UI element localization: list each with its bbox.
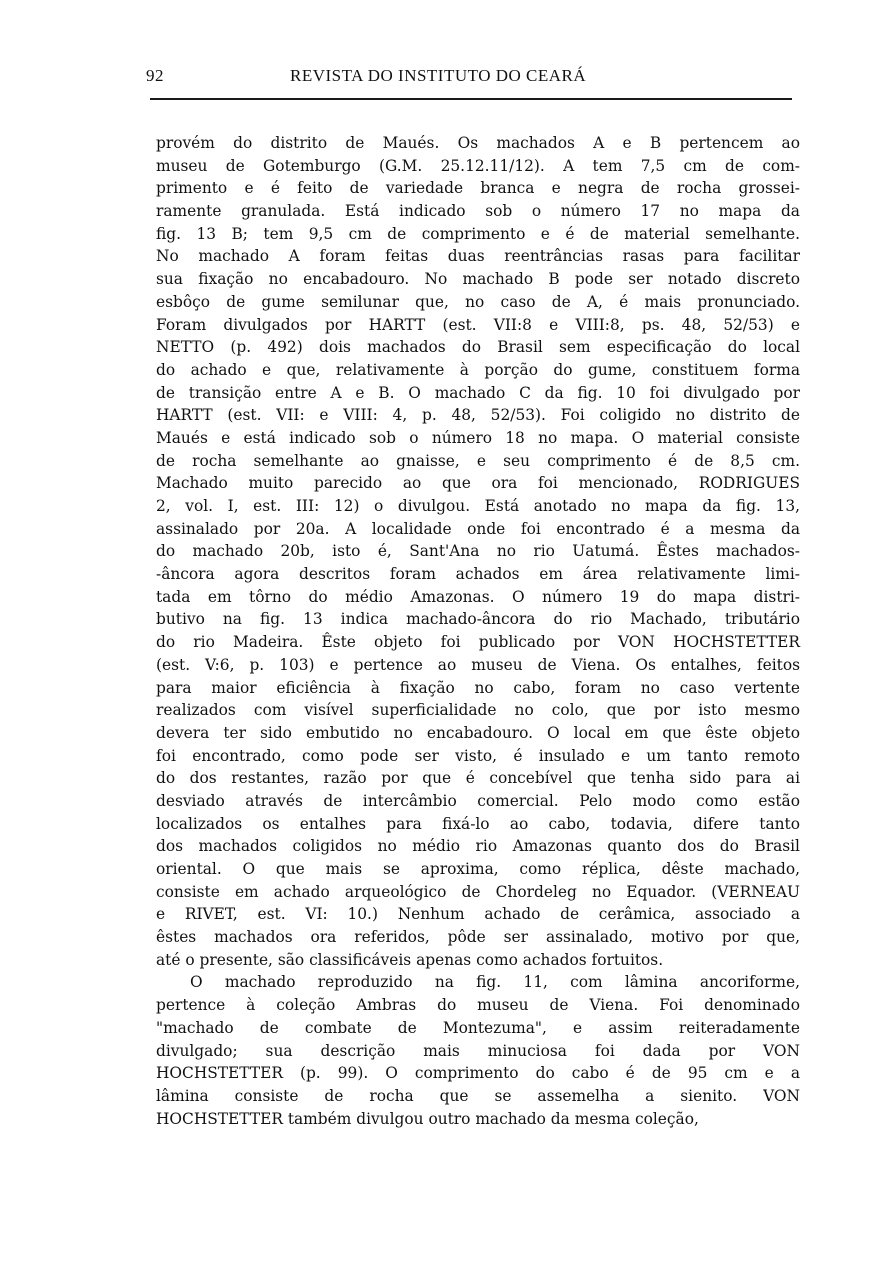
header-rule <box>150 98 792 100</box>
paragraph <box>156 132 800 971</box>
text-line: tada em tôrno do médio Amazonas. O número 19 do mapa distri- <box>156 587 800 606</box>
text-line: Maués e está indicado sob o número 18 no mapa. O material consiste <box>156 428 800 447</box>
text-line: HARTT (est. VII: e VIII: 4, p. 48, 52/53). Foi coligido no distrito de <box>156 406 800 425</box>
text-line: realizados com visível superficialidade no colo, que por isto mesmo <box>156 701 800 720</box>
text-line: do dos restantes, razão por que é concebível que tenha sido para ai <box>156 769 800 788</box>
text-line: primento e é feito de variedade branca e negra de rocha grossei- <box>156 179 800 198</box>
text-line: ramente granulada. Está indicado sob o número 17 no mapa da <box>156 202 800 221</box>
body-text <box>156 132 800 1130</box>
text-line: NETTO (p. 492) dois machados do Brasil sem especificação do local <box>156 338 800 357</box>
text-line: consiste em achado arqueológico de Chordeleg no Equador. (VERNEAU <box>156 882 800 901</box>
text-line: desviado através de intercâmbio comercial. Pelo modo como estão <box>156 791 800 810</box>
text-line: (est. V:6, p. 103) e pertence ao museu de Viena. Os entalhes, feitos <box>156 655 800 674</box>
text-line: dos machados coligidos no médio rio Amazonas quanto dos do Brasil <box>156 837 800 856</box>
text-line: para maior eficiência à fixação no cabo, foram no caso vertente <box>156 678 800 697</box>
text-line: museu de Gotemburgo (G.M. 25.12.11/12). A tem 7,5 cm de com- <box>156 156 800 175</box>
text-line: lâmina consiste de rocha que se assemelha a sienito. VON <box>156 1086 800 1105</box>
text-line: localizados os entalhes para fixá-lo ao cabo, todavia, difere tanto <box>156 814 800 833</box>
text-line: de rocha semelhante ao gnaisse, e seu comprimento é de 8,5 cm. <box>156 451 800 470</box>
paragraph <box>156 971 800 1130</box>
text-line: Foram divulgados por HARTT (est. VII:8 e VIII:8, ps. 48, 52/53) e <box>156 315 800 334</box>
text-line: 2, vol. I, est. III: 12) o divulgou. Está anotado no mapa da fig. 13, <box>156 497 800 515</box>
text-line: provém do distrito de Maués. Os machados A e B pertencem ao <box>156 134 800 152</box>
page-number: 92 <box>146 66 164 85</box>
page-header <box>146 66 794 90</box>
text-line: No machado A foram feitas duas reentrâncias rasas para facilitar <box>156 247 800 266</box>
text-line: HOCHSTETTER também divulgou outro machado da mesma coleção, <box>156 1109 699 1128</box>
text-line: pertence à coleção Ambras do museu de Viena. Foi denominado <box>156 996 800 1015</box>
text-line: Machado muito parecido ao que ora foi mencionado, RODRIGUES <box>156 474 800 493</box>
text-line: e RIVET, est. VI: 10.) Nenhum achado de cerâmica, associado a <box>156 905 800 924</box>
text-line: -âncora agora descritos foram achados em área relativamente limi- <box>156 565 800 584</box>
text-line: O machado reproduzido na fig. 11, com lâmina ancoriforme, <box>190 973 800 992</box>
text-line: do machado 20b, isto é, Sant'Ana no rio Uatumá. Êstes machados- <box>156 542 800 561</box>
running-title: REVISTA DO INSTITUTO DO CEARÁ <box>290 66 587 85</box>
text-line: HOCHSTETTER (p. 99). O comprimento do cabo é de 95 cm e a <box>156 1064 800 1083</box>
text-line: do achado e que, relativamente à porção do gume, constituem forma <box>156 360 800 379</box>
text-line: até o presente, são classificáveis apenas como achados fortuitos. <box>156 950 664 969</box>
text-line: do rio Madeira. Êste objeto foi publicado por VON HOCHSTETTER <box>156 633 800 652</box>
text-line: esbôço de gume semilunar que, no caso de A, é mais pronunciado. <box>156 292 800 311</box>
text-line: êstes machados ora referidos, pôde ser assinalado, motivo por que, <box>156 928 800 947</box>
text-line: butivo na fig. 13 indica machado-âncora do rio Machado, tributário <box>156 610 800 629</box>
text-line: devera ter sido embutido no encabadouro. O local em que êste objeto <box>156 723 800 742</box>
text-line: fig. 13 B; tem 9,5 cm de comprimento e é de material semelhante. <box>156 224 800 243</box>
text-line: assinalado por 20a. A localidade onde foi encontrado é a mesma da <box>156 519 800 538</box>
text-line: "machado de combate de Montezuma", e assim reiteradamente <box>156 1018 800 1037</box>
text-line: foi encontrado, como pode ser visto, é insulado e um tanto remoto <box>156 746 800 765</box>
text-line: divulgado; sua descrição mais minuciosa foi dada por VON <box>156 1041 800 1060</box>
text-line: oriental. O que mais se aproxima, como réplica, dêste machado, <box>156 860 800 878</box>
text-line: sua fixação no encabadouro. No machado B pode ser notado discreto <box>156 270 800 289</box>
text-line: de transição entre A e B. O machado C da fig. 10 foi divulgado por <box>156 383 800 402</box>
